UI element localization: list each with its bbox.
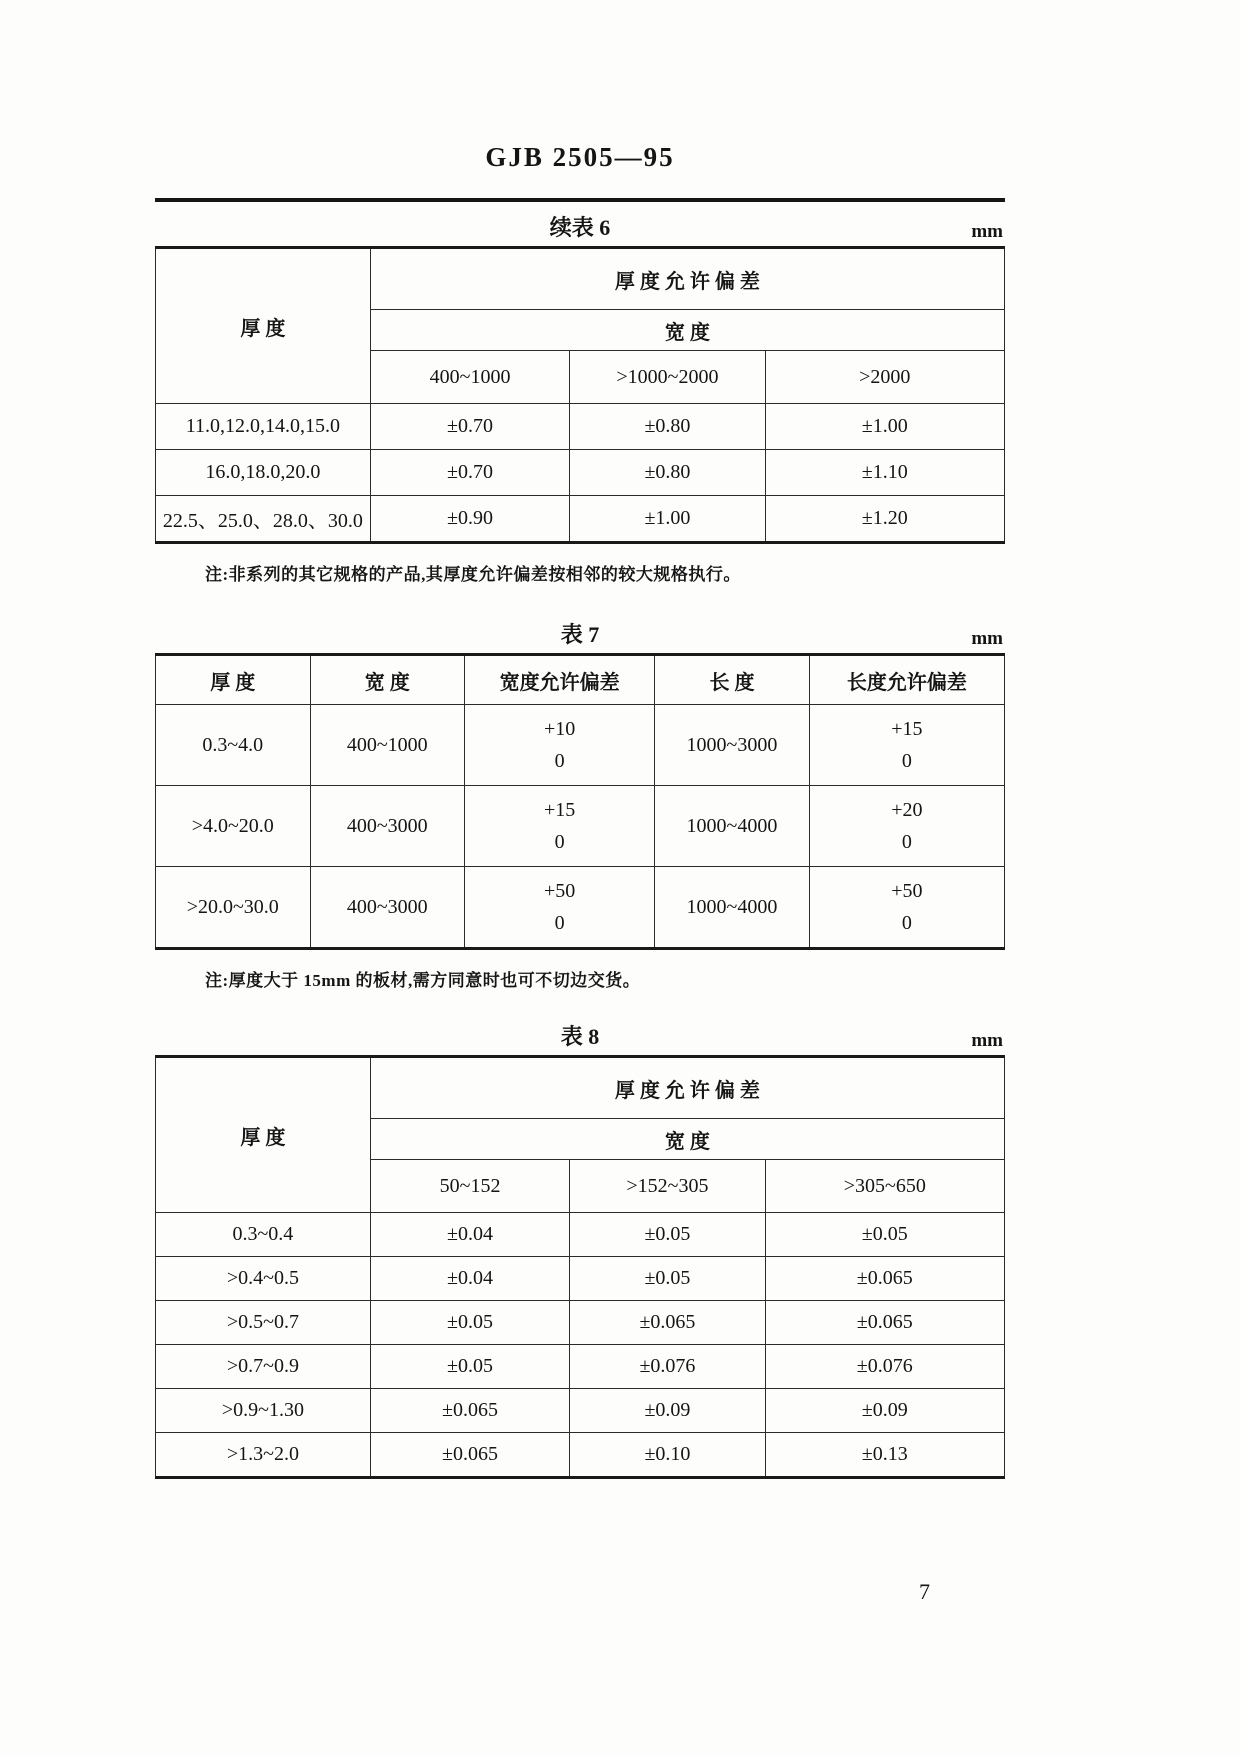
table-cell: >20.0~30.0 bbox=[156, 867, 311, 949]
table-cell: 1000~4000 bbox=[655, 786, 810, 867]
table6-note: 注:非系列的其它规格的产品,其厚度允许偏差按相邻的较大规格执行。 bbox=[205, 565, 741, 584]
table-cell: ±0.065 bbox=[765, 1257, 1004, 1301]
table-7 bbox=[155, 653, 1005, 950]
table-cell: ±0.065 bbox=[570, 1301, 765, 1345]
table-cell: 400~1000 bbox=[310, 705, 465, 786]
table-row bbox=[156, 450, 1005, 496]
table-cell: ±1.00 bbox=[765, 404, 1004, 450]
table6-caption-row bbox=[155, 212, 1005, 244]
table-cell: ±0.065 bbox=[765, 1301, 1004, 1345]
table8-tolerance-header: 厚 度 允 许 偏 差 bbox=[370, 1057, 1004, 1119]
table6-caption: 续表 6 bbox=[549, 215, 611, 240]
table-cell: ±0.04 bbox=[370, 1213, 570, 1257]
table8-range-header: 50~152 bbox=[370, 1160, 570, 1213]
tolerance-plus: +10 bbox=[543, 718, 576, 740]
table-cell bbox=[809, 867, 1004, 949]
tolerance-minus: 0 bbox=[901, 912, 912, 934]
table-cell: >4.0~20.0 bbox=[156, 786, 311, 867]
table8-width-header: 宽 度 bbox=[370, 1119, 1004, 1160]
table-cell: ±1.20 bbox=[765, 496, 1004, 543]
table7-caption: 表 7 bbox=[560, 622, 600, 647]
table6-width-header: 宽 度 bbox=[370, 310, 1004, 351]
table-cell: ±0.076 bbox=[765, 1345, 1004, 1389]
table8-caption-row bbox=[155, 1021, 1005, 1053]
table-cell: ±0.065 bbox=[370, 1433, 570, 1478]
table-cell: >0.7~0.9 bbox=[156, 1345, 371, 1389]
table-row bbox=[156, 1345, 1005, 1389]
tolerance-plus: +20 bbox=[891, 799, 923, 821]
table-cell: 0.3~4.0 bbox=[156, 705, 311, 786]
tolerance-plus: +15 bbox=[543, 799, 576, 821]
table-row bbox=[156, 496, 1005, 543]
table-cell: 0.3~0.4 bbox=[156, 1213, 371, 1257]
table6-range-header: 400~1000 bbox=[370, 351, 570, 404]
tolerance-minus: 0 bbox=[554, 831, 565, 853]
table-cell: ±0.065 bbox=[370, 1389, 570, 1433]
table6-thickness-header: 厚 度 bbox=[156, 248, 371, 404]
table7-thickness-header: 厚 度 bbox=[156, 655, 311, 705]
table-cell: ±0.04 bbox=[370, 1257, 570, 1301]
table-cell: ±0.10 bbox=[570, 1433, 765, 1478]
table-cell: 1000~3000 bbox=[655, 705, 810, 786]
table7-caption-row bbox=[155, 619, 1005, 651]
table-cell: ±0.05 bbox=[370, 1301, 570, 1345]
doc-code: GJB 2505—95 bbox=[485, 142, 675, 172]
table-cell: 22.5、25.0、28.0、30.0 bbox=[156, 496, 371, 543]
table8-range-header: >152~305 bbox=[570, 1160, 765, 1213]
table8-caption: 表 8 bbox=[560, 1024, 600, 1049]
table-row bbox=[156, 1301, 1005, 1345]
table-cell bbox=[809, 786, 1004, 867]
table-cell: >1.3~2.0 bbox=[156, 1433, 371, 1478]
tolerance-minus: 0 bbox=[901, 831, 912, 853]
tolerance-minus: 0 bbox=[554, 912, 565, 934]
table6-range-header: >2000 bbox=[765, 351, 1004, 404]
table-row bbox=[156, 1257, 1005, 1301]
page-number: 7 bbox=[919, 1579, 930, 1604]
tolerance-minus: 0 bbox=[901, 750, 912, 772]
table-cell: ±0.05 bbox=[570, 1213, 765, 1257]
table8-thickness-header: 厚 度 bbox=[156, 1057, 371, 1213]
table-cell: ±0.09 bbox=[765, 1389, 1004, 1433]
table-cell: 1000~4000 bbox=[655, 867, 810, 949]
table-cell: 11.0,12.0,14.0,15.0 bbox=[156, 404, 371, 450]
table-row bbox=[156, 705, 1005, 786]
table8-range-header: >305~650 bbox=[765, 1160, 1004, 1213]
tolerance-plus: +50 bbox=[543, 880, 576, 902]
header-rule bbox=[155, 198, 1005, 202]
table-cell: ±0.70 bbox=[370, 404, 570, 450]
table-cell: >0.9~1.30 bbox=[156, 1389, 371, 1433]
table-cell: ±0.076 bbox=[570, 1345, 765, 1389]
tolerance-minus: 0 bbox=[554, 750, 565, 772]
table-cell: ±0.05 bbox=[370, 1345, 570, 1389]
table7-length-tol-header: 长度允许偏差 bbox=[809, 655, 1004, 705]
table-cell: >0.5~0.7 bbox=[156, 1301, 371, 1345]
table-cell bbox=[465, 786, 655, 867]
table-cell: >0.4~0.5 bbox=[156, 1257, 371, 1301]
tolerance-plus: +15 bbox=[891, 718, 923, 740]
table-cell: ±0.80 bbox=[570, 450, 765, 496]
table6-unit-label: mm bbox=[971, 221, 1003, 242]
table-cell: ±0.90 bbox=[370, 496, 570, 543]
table-cell: ±0.13 bbox=[765, 1433, 1004, 1478]
table-row bbox=[156, 1213, 1005, 1257]
table-row bbox=[156, 786, 1005, 867]
table7-width-tol-header: 宽度允许偏差 bbox=[465, 655, 655, 705]
table-row bbox=[156, 1433, 1005, 1478]
table-row bbox=[156, 1389, 1005, 1433]
table-cell: 16.0,18.0,20.0 bbox=[156, 450, 371, 496]
tolerance-plus: +50 bbox=[891, 880, 923, 902]
table-cell bbox=[465, 867, 655, 949]
table-cell: ±0.09 bbox=[570, 1389, 765, 1433]
table-cell: ±0.80 bbox=[570, 404, 765, 450]
table-8 bbox=[155, 1055, 1005, 1479]
table6-range-header: >1000~2000 bbox=[570, 351, 765, 404]
table8-unit-label: mm bbox=[971, 1030, 1003, 1051]
table-cell: 400~3000 bbox=[310, 867, 465, 949]
table-cell: ±0.70 bbox=[370, 450, 570, 496]
table6-tolerance-header: 厚 度 允 许 偏 差 bbox=[370, 248, 1004, 310]
table-cell: 400~3000 bbox=[310, 786, 465, 867]
table7-note: 注:厚度大于 15mm 的板材,需方同意时也可不切边交货。 bbox=[205, 971, 641, 990]
table7-unit-label: mm bbox=[971, 628, 1003, 649]
page-content bbox=[155, 0, 1005, 1605]
table-cell bbox=[465, 705, 655, 786]
table-cell: ±0.05 bbox=[570, 1257, 765, 1301]
table-cell bbox=[809, 705, 1004, 786]
table-cell: ±1.10 bbox=[765, 450, 1004, 496]
table-row bbox=[156, 867, 1005, 949]
table-cell: ±0.05 bbox=[765, 1213, 1004, 1257]
table7-width-header: 宽 度 bbox=[310, 655, 465, 705]
table7-length-header: 长 度 bbox=[655, 655, 810, 705]
table-6 bbox=[155, 246, 1005, 544]
table-row bbox=[156, 404, 1005, 450]
table-cell: ±1.00 bbox=[570, 496, 765, 543]
